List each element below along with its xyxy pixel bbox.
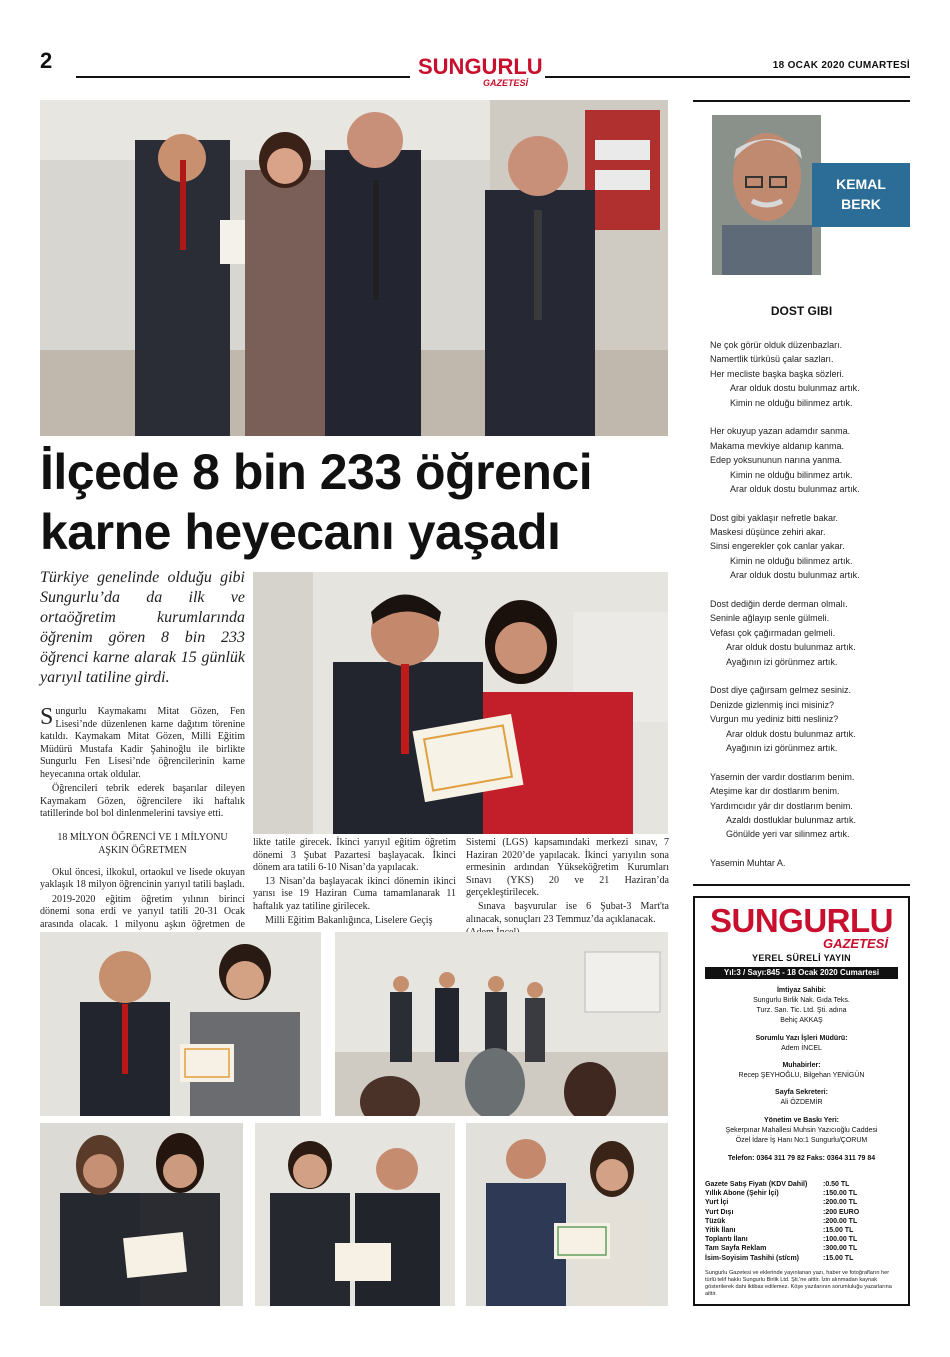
poem-text: Ne çok görür olduk düzenbazları. Namertlik türküsü çalar sazları. Her mecliste başka başka sözleri. Arar olduk dostu bulunmaz artık. Kimin ne olduğu bilinmez artık. Her okuyup yazan adamdır sanma. Makama mevkiye aldanıp kanma. Edep yoksununun narına yanma. Kimin ne olduğu bilinmez artık. Arar olduk dostu bulunmaz artık. Dost gibi yaklaşır nefretle bakar. Maskesi düşünce zehiri akar. Sinsi engerekler çok canlar yakar. Kimin ne olduğu bilinmez artık. Arar olduk dostu bulunmaz artık. Dost dediğin derde derman olmalı. Seninle ağlayıp senle gülmeli. Vefası çok çağırmadan gelmeli. Arar olduk dostu bulunmaz artık. Ayağının izi görünmez artık. Dost diye çağırsam gelmez sesiniz. Denizde gizlenmiş inci misiniz? Vurgun mu yediniz bitti nesliniz? Arar olduk dostu bulunmaz artık. Ayağının izi görünmez artık. Yasemin der vardır dostlarım benim. Ateşime kar dır dostlarım benim. Yardımcıdır yâr dır dostlarım benim. Azaldı dostluklar bulunmaz artık. Gönülde yeri var silinmez artık. Yasemin Muhtar A. [710,338,905,870]
issue-bar: Yıl:3 / Sayı:845 - 18 Ocak 2020 Cumartesi [705,967,898,979]
article-paragraph: likte tatile girecek. İkinci yarıyıl eğitim öğretim dönemi 3 Şubat Pazartesi başlayacak. İkinci dönem ara tatili 6-10 Nisan’da yapılacak. [253,837,456,874]
gallery-photo [335,932,668,1116]
article-paragraph: 2019-2020 eğitim öğretim yılının birinci dönemi sona erdi ve yarıyıl tatili 20-31 Ocak arasında olacak. 1 milyonu aşkın öğretmen de [40,893,245,930]
price-row: Yurt İçi :200.00 TL [705,1199,858,1207]
owner-section: İmtiyaz Sahibi: Sungurlu Birlik Nak. Gıda Teks. Turz. San. Tic. Ltd. Şti. adına Behiç AKKAŞ [753,987,850,1024]
header-masthead [418,54,543,88]
article-paragraph: Öğrencileri tebrik ederek başarılar dileyen Kaymakam Gözen, öğrencilere iki haftalık tatillerinde bol bol dinlenmelerini tavsiye etti. [40,783,245,819]
article-photo-karne [253,572,668,834]
price-row: Tam Sayfa Reklam :300.00 TL [705,1245,858,1253]
address-section: Yönetim ve Baskı Yeri: Şekerpınar Mahallesi Muhsin Yazıcıoğlu Caddesi Özel İdare İş Hanı No:1 Sungurlu/ÇORUM [725,1117,878,1144]
article-lead: Türkiye genelinde olduğu gibi Sungurlu’da da ilk ve ortaöğretim kurumlarında öğrenim gören 8 bin 233 öğrenci karne alarak 15 günlük yarıyıl tatiline girdi. [40,569,245,686]
price-row: Toplantı İlanı :100.00 TL [705,1236,858,1244]
price-row: Yitik İlanı :15.00 TL [705,1227,854,1235]
article-paragraph: Sungurlu Kaymakamı Mitat Gözen, Fen Lisesi’nde düzenlenen karne dağıtım törenine katıldı. Kaymakam Mitat Gözen, Milli Eğitim Müdürü Mustafa Kadir Şahinoğlu ile birlikte Sungurlu Fen Lisesi’nde öğrencilerinin karne heyecanına ortak oldular. [40,704,245,780]
columnist-name: KEMAL BERK [812,163,910,227]
publication-type: YEREL SÜRELİ YAYIN [752,953,851,963]
headline-line: İlçede 8 bin 233 öğrenci [40,444,593,500]
reporters-section: Muhabirler: Recep ŞEYHOĞLU, Bilgehan YENİGÜN [738,1062,865,1079]
article-paragraph: Okul öncesi, ilkokul, ortaokul ve lisede okuyan yaklaşık 18 milyon öğrencinin yarıyıl tatili başladı. [40,866,245,890]
article-paragraph: 13 Nisan’da başlayacak ikinci dönemin ikinci yarısı ise 19 Haziran Cuma tamamlanarak 11 haftalık yaz tatiline girilecek. [253,875,456,912]
poem-signature: Yasemin Muhtar A. [710,858,786,869]
impressum-box [693,896,910,1306]
legal-notice: Sungurlu Gazetesi ve eklerinde yayınlanan yazı, haber ve fotoğrafların her türlü telif hakkı Sungurlu Birlik Ltd. Şti.'ne aittir. İzin alınmadan kaynak gösterilerek dahi iktibas edilemez. Köşe yazılarının sorumluluğu yazarlarına aittir. [705,1270,892,1297]
main-photo [40,100,668,436]
headline-line: karne heyecanı yaşadı [40,504,561,560]
page-header [40,48,910,88]
columnist-portrait [712,115,821,275]
poem-title: DOST GIBI [770,304,833,318]
article-subhead: 18 MİLYON ÖĞRENCİ VE 1 MİLYONU AŞKIN ÖĞRETMEN [57,831,228,856]
price-list [705,1180,898,1263]
gallery-photo [40,1123,243,1306]
issue-date: 18 OCAK 2020 CUMARTESİ [772,60,910,71]
price-row: Tüzük :200.00 TL [705,1217,858,1225]
gallery-photo [40,932,321,1116]
header-rule [76,76,410,78]
article-paragraph: Sınava başvurular ise 6 Şubat-3 Mart'ta alınacak, sonuçları 23 Temmuz’da açıklanacak. [466,900,669,925]
article-paragraph: Milli Eğitim Bakanlığınca, Liselere Geçiş [265,914,433,926]
masthead-title: SUNGURLU [418,54,543,79]
article-paragraph: Sistemi (LGS) kapsamındaki merkezi sınav, 7 Haziran 2020’de yapılacak. İkinci yarıyılın sona ermesinin ardından Yükseköğretim Kurumları Sınavı (YKS) 20 ve 21 Haziran’da gerçekleştirilecek. [466,837,669,899]
gallery-photo [466,1123,668,1306]
page-number: 2 [40,48,53,73]
contact-phone: Telefon: 0364 311 79 82 Faks: 0364 311 79 84 [727,1155,876,1162]
article-headline [40,442,680,562]
secretary-section: Sayfa Sekreteri: Ali ÖZDEMİR [775,1089,828,1106]
price-row: Yurt Dışı :200 EURO [705,1208,860,1216]
price-row: Yıllık Abone (Şehir İçi) :150.00 TL [705,1190,858,1198]
price-row: Gazete Satış Fiyatı (KDV Dahil) :0.50 TL [705,1181,850,1188]
masthead-subtitle: GAZETESİ [482,78,528,88]
article-body-col3 [466,837,669,941]
gallery-photo [255,1123,455,1306]
drop-cap: S [40,704,54,730]
header-rule [545,76,910,78]
article-body-col1 [40,706,245,946]
editor-section: Sorumlu Yazı İşleri Müdürü: Adem İNCEL [755,1035,848,1052]
price-row: İsim-Soyisim Tashihi (st/cm) :15.00 TL [705,1254,854,1262]
impressum-logo: SUNGURLU GAZETESİ [710,902,893,951]
article-body-col2 [253,837,456,928]
